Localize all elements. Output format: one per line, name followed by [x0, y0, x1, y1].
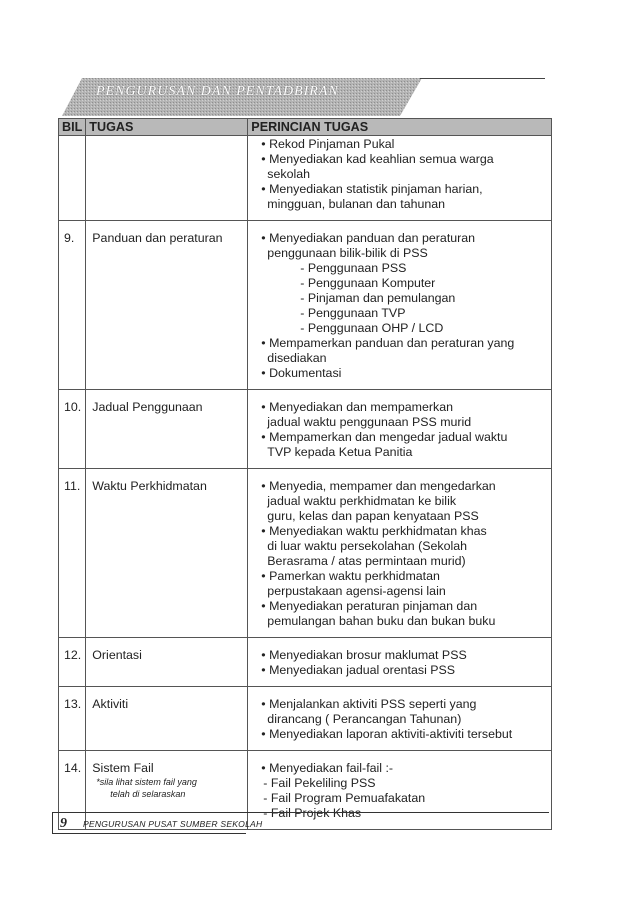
cell-bil [59, 136, 86, 221]
section-title: PENGURUSAN DAN PENTADBIRAN [96, 84, 339, 99]
table-row [59, 136, 552, 221]
perincian-line: perpustakaan agensi-agensi lain [267, 584, 446, 598]
perincian-line: disediakan [267, 351, 327, 365]
cell-bil: 11. [59, 469, 86, 638]
cell-perincian [248, 390, 552, 469]
perincian-line: jadual waktu penggunaan PSS murid [267, 415, 472, 429]
tugas-note: telah di selaraskan [110, 789, 186, 799]
cell-tugas [86, 751, 248, 830]
table-row [59, 390, 552, 469]
cell-tugas [86, 638, 248, 687]
tugas-label: Sistem Fail [92, 761, 154, 775]
duties-table [58, 118, 552, 830]
perincian-line: • Menyedia, mempamer dan mengedarkan [261, 479, 496, 493]
header-perincian: PERINCIAN TUGAS [248, 119, 552, 136]
cell-perincian [248, 751, 552, 830]
cell-perincian [248, 221, 552, 390]
header-bil: BIL [59, 119, 86, 136]
cell-perincian [248, 638, 552, 687]
table-row [59, 469, 552, 638]
perincian-line: jadual waktu perkhidmatan ke bilik [267, 494, 457, 508]
tugas-label: Panduan dan peraturan [92, 231, 223, 245]
cell-bil: 14. [59, 751, 86, 830]
tugas-label: Jadual Penggunaan [92, 400, 203, 414]
perincian-line: • Menyediakan brosur maklumat PSS [261, 648, 467, 662]
cell-bil: 12. [59, 638, 86, 687]
cell-tugas [86, 390, 248, 469]
perincian-line: - Penggunaan PSS [300, 261, 407, 275]
cell-perincian [248, 687, 552, 751]
perincian-line: - Fail Pekeliling PSS [263, 776, 376, 790]
perincian-line: • Menyediakan fail-fail :- [261, 761, 394, 775]
perincian-line: - Penggunaan TVP [300, 306, 406, 320]
header-tugas: TUGAS [86, 119, 248, 136]
perincian-line: • Menyediakan kad keahlian semua warga [261, 152, 494, 166]
table-header-row [59, 119, 552, 136]
perincian-line: • Dokumentasi [261, 366, 342, 380]
page-number: 9 [60, 816, 67, 831]
footer-rule-bottom [52, 833, 246, 834]
perincian-line: • Mempamerkan dan mengedar jadual waktu [261, 430, 508, 444]
cell-tugas [86, 687, 248, 751]
perincian-line: • Menyediakan panduan dan peraturan [261, 231, 476, 245]
perincian-line: - Penggunaan Komputer [300, 276, 436, 290]
footer-rule-left [52, 812, 53, 834]
cell-perincian [248, 469, 552, 638]
footer-rule-top [52, 812, 549, 813]
perincian-line: mingguan, bulanan dan tahunan [267, 197, 446, 211]
perincian-line: • Menyediakan laporan aktiviti-aktiviti tersebut [261, 727, 513, 741]
cell-tugas [86, 469, 248, 638]
perincian-line: TVP kepada Ketua Panitia [267, 445, 413, 459]
cell-tugas [86, 136, 248, 221]
table-row [59, 687, 552, 751]
table-row [59, 638, 552, 687]
table-body [59, 136, 552, 830]
perincian-line: penggunaan bilik-bilik di PSS [267, 246, 428, 260]
cell-tugas [86, 221, 248, 390]
perincian-line: • Rekod Pinjaman Pukal [261, 137, 395, 151]
perincian-line: di luar waktu persekolahan (Sekolah [267, 539, 468, 553]
perincian-line: • Pamerkan waktu perkhidmatan [261, 569, 440, 583]
table-row [59, 221, 552, 390]
cell-bil: 13. [59, 687, 86, 751]
perincian-line: Berasrama / atas permintaan murid) [267, 554, 466, 568]
cell-bil: 10. [59, 390, 86, 469]
perincian-line: • Menyediakan dan mempamerkan [261, 400, 453, 414]
perincian-line: - Pinjaman dan pemulangan [300, 291, 456, 305]
cell-perincian [248, 136, 552, 221]
cell-bil: 9. [59, 221, 86, 390]
perincian-line: - Penggunaan OHP / LCD [300, 321, 444, 335]
table-row [59, 751, 552, 830]
tugas-label: Aktiviti [92, 697, 129, 711]
perincian-line: • Menyediakan jadual orentasi PSS [261, 663, 456, 677]
tugas-label: Waktu Perkhidmatan [92, 479, 207, 493]
footer-title: PENGURUSAN PUSAT SUMBER SEKOLAH [83, 819, 263, 829]
perincian-line: - Fail Projek Khas [263, 806, 362, 820]
banner-rule [420, 78, 545, 79]
perincian-line: • Menyediakan waktu perkhidmatan khas [261, 524, 487, 538]
perincian-line: pemulangan bahan buku dan bukan buku [267, 614, 496, 628]
tugas-label: Orientasi [92, 648, 142, 662]
perincian-line: • Menjalankan aktiviti PSS seperti yang [261, 697, 477, 711]
perincian-line: • Menyediakan statistik pinjaman harian, [261, 182, 483, 196]
perincian-line: dirancang ( Perancangan Tahunan) [267, 712, 462, 726]
perincian-line: • Mempamerkan panduan dan peraturan yang [261, 336, 515, 350]
tugas-note: *sila lihat sistem fail yang [96, 777, 197, 787]
perincian-line: • Menyediakan peraturan pinjaman dan [261, 599, 478, 613]
perincian-line: guru, kelas dan papan kenyataan PSS [267, 509, 479, 523]
perincian-line: sekolah [267, 167, 311, 181]
perincian-line: - Fail Program Pemuafakatan [263, 791, 426, 805]
